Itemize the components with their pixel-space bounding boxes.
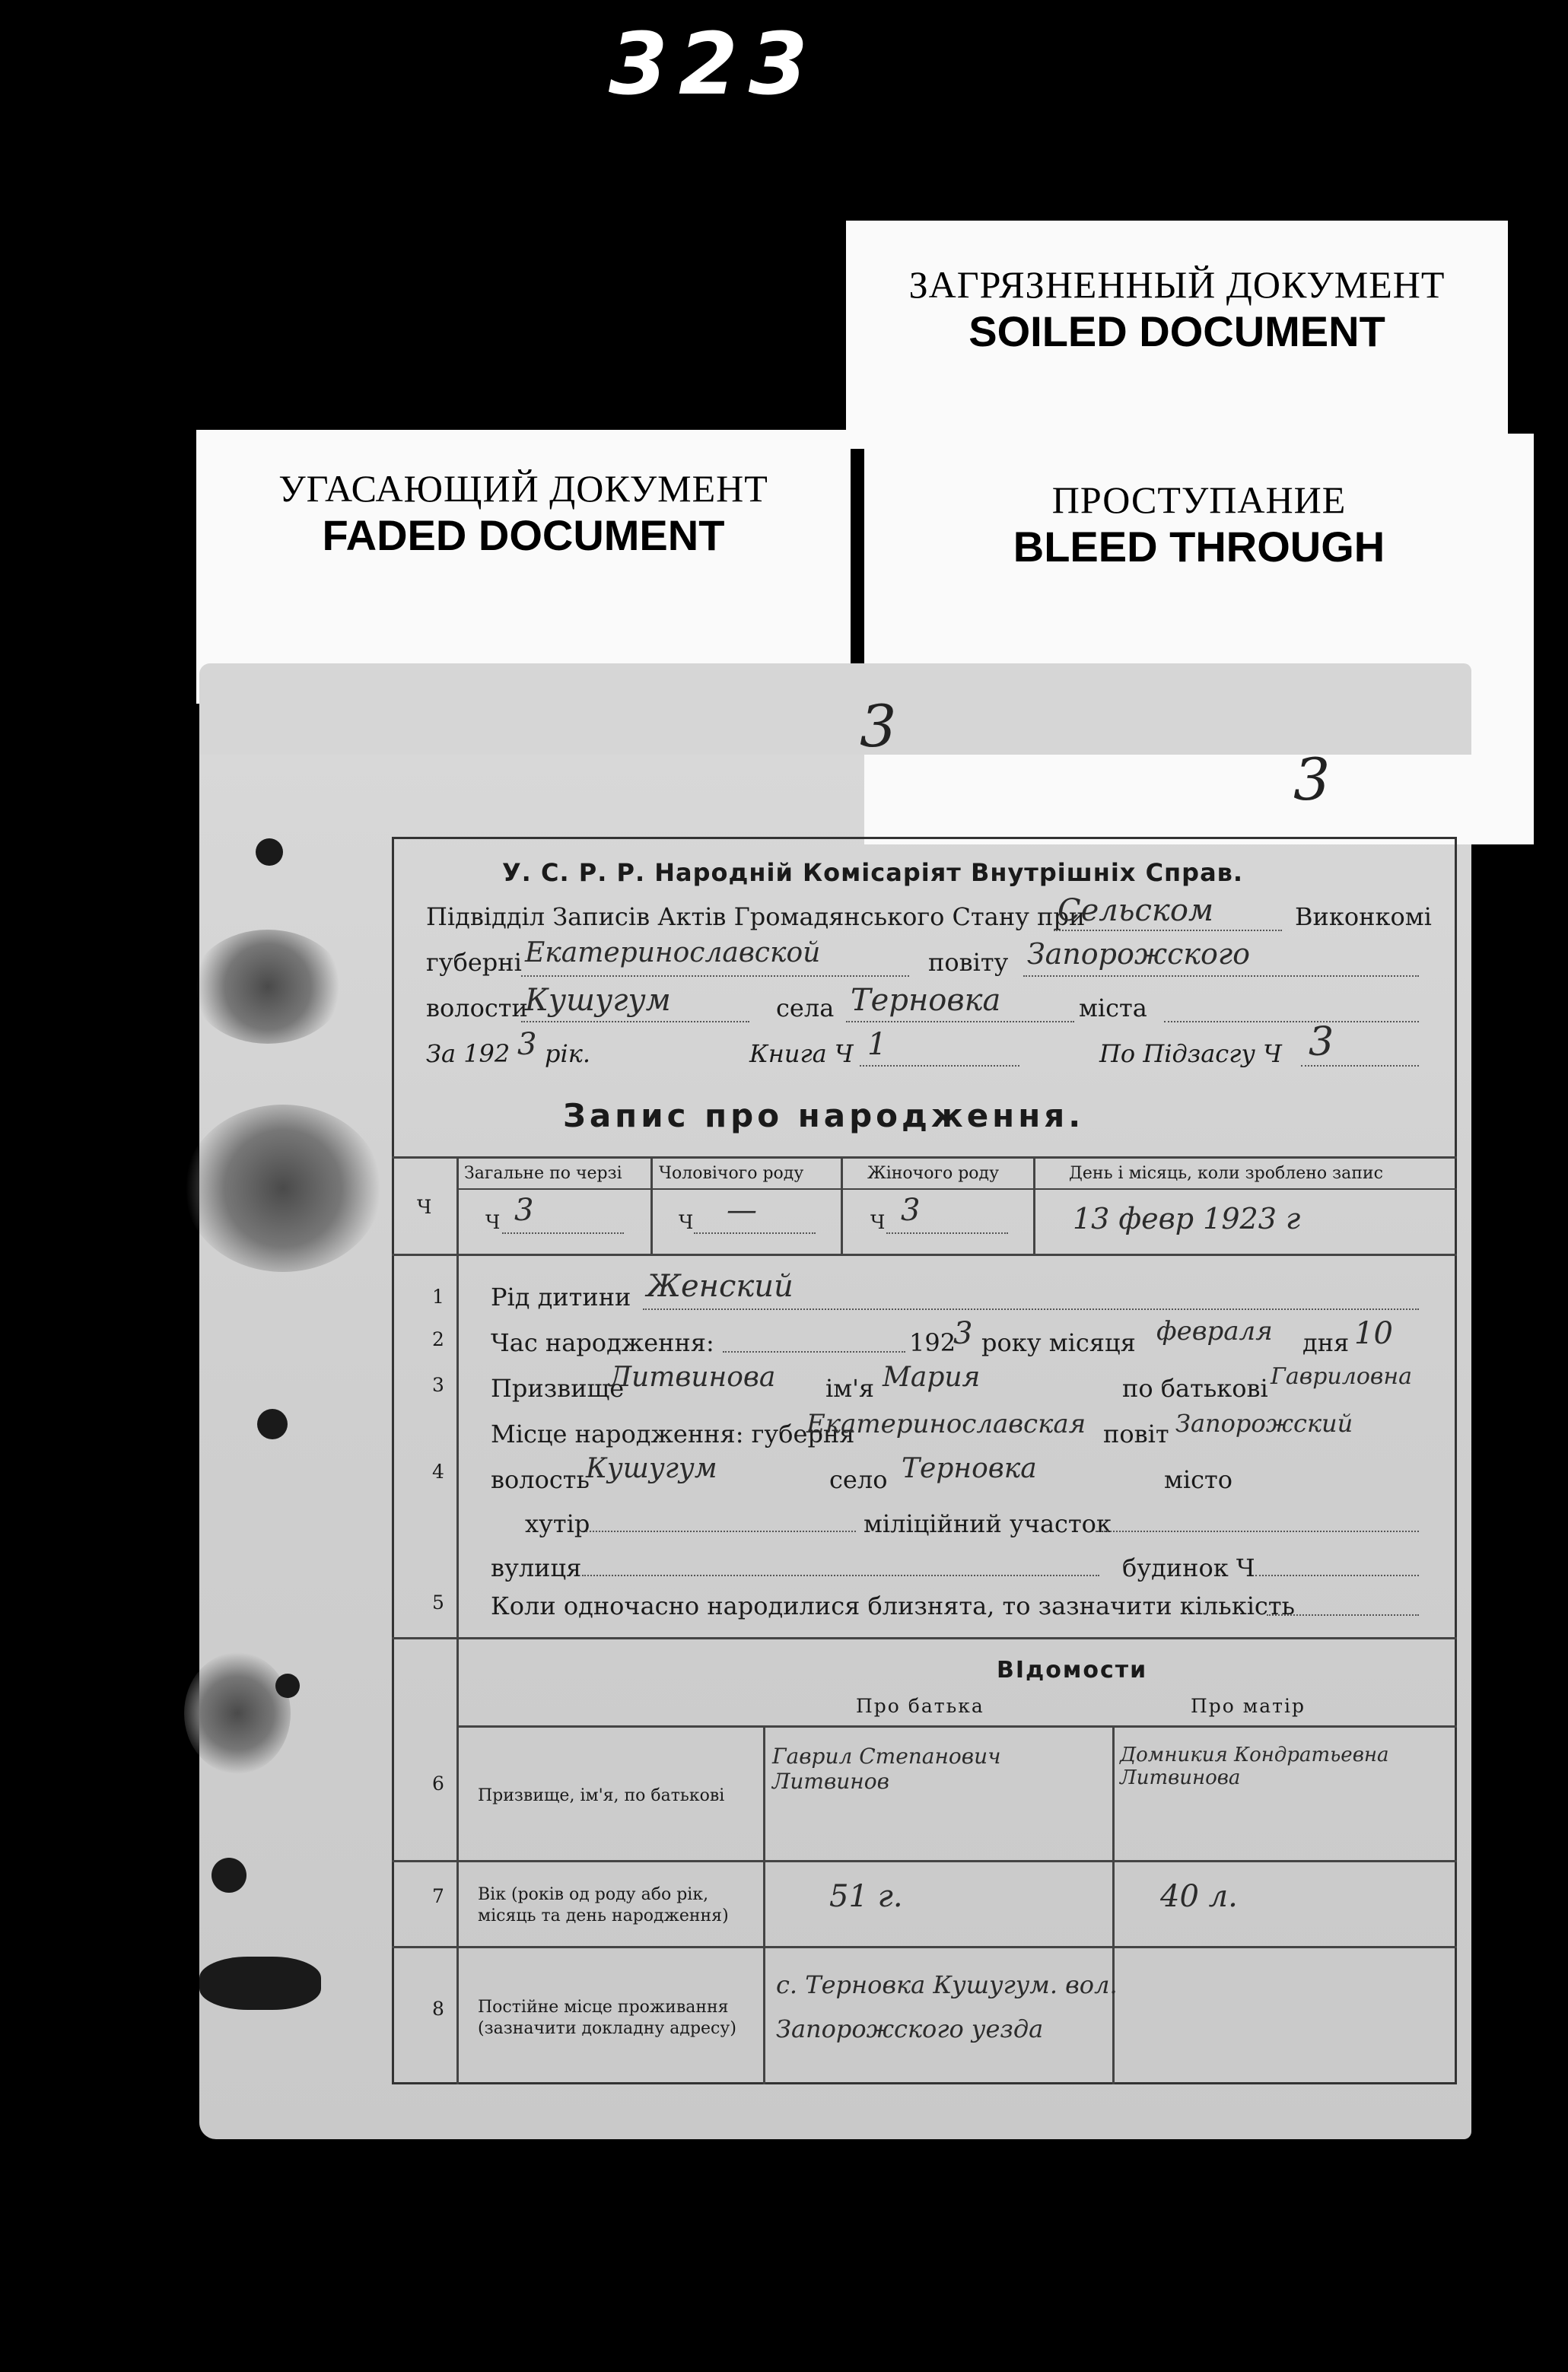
rule (456, 1725, 1457, 1728)
street-label: вулиця (491, 1553, 582, 1582)
header-subreg-hand: 3 (1309, 1019, 1334, 1065)
birth-day-hand: 10 (1354, 1316, 1393, 1351)
dotted-field (586, 1531, 856, 1532)
age-label-b: місяць та день народження) (478, 1906, 729, 1925)
name-label: ім'я (825, 1374, 875, 1403)
dotted-field (694, 1232, 816, 1234)
bleed-card-ru: ПРОСТУПАНИЕ (1051, 479, 1347, 521)
row-number: 7 (432, 1885, 444, 1907)
punch-hole (275, 1674, 300, 1698)
faded-card-en: FADED DOCUMENT (322, 511, 725, 559)
birth-time-label: Час народження: (491, 1328, 714, 1357)
counts-col1-prefix: Ч (485, 1211, 501, 1233)
age-label-a: Вік (років од роду або рік, (478, 1885, 709, 1904)
dotted-field (502, 1232, 624, 1234)
row-number: 6 (432, 1773, 444, 1795)
header-year-hand: 3 (517, 1027, 537, 1062)
rule (456, 1188, 1457, 1190)
header-guberni-hand: Екатеринославской (525, 937, 821, 968)
header-za-label: За 192 (426, 1039, 510, 1068)
info-title: ВІдомости (997, 1657, 1148, 1684)
header-volost-label: волости (426, 994, 528, 1022)
faded-card-ru: УГАСАЮЩИЙ ДОКУМЕНТ (278, 467, 768, 510)
row-number: 1 (432, 1286, 444, 1308)
volost-label: волость (491, 1465, 590, 1494)
header-povit-hand: Запорожского (1027, 937, 1251, 971)
parent-name-label: Призвище, ім'я, по батькові (478, 1786, 725, 1805)
counts-col2-head: Чоловічого роду (659, 1164, 804, 1183)
rule (392, 1946, 1457, 1948)
stain-mark (192, 930, 344, 1044)
counts-col3-prefix: Ч (870, 1211, 886, 1233)
birthplace-guberniya-hand: Екатеринославская (806, 1409, 1086, 1439)
father-age-hand: 51 г. (829, 1879, 903, 1914)
rule (392, 1637, 1457, 1639)
birth-year-hand: 3 (953, 1316, 973, 1351)
birthplace-label: Місце народження: губерня (491, 1420, 855, 1448)
surname-label: Призвище (491, 1374, 625, 1403)
punch-hole (212, 1858, 246, 1893)
counts-col2-value: — (727, 1193, 757, 1228)
dotted-field (521, 975, 909, 977)
counts-col2-prefix: Ч (679, 1211, 694, 1233)
paper-top-strip (199, 663, 1471, 755)
rule (392, 1156, 1457, 1159)
rule (763, 1725, 765, 2084)
dotted-field (723, 1351, 905, 1353)
dotted-field (860, 1065, 1019, 1067)
header-line2-hand: Сельском (1058, 893, 1214, 928)
row-number: 2 (432, 1328, 444, 1350)
counts-col1-head: Загальне по черзі (464, 1164, 622, 1183)
header-line2-suffix: Виконкомі (1295, 902, 1432, 931)
rule (650, 1156, 653, 1255)
child-sex-label: Рід дитини (491, 1283, 631, 1312)
volost-hand: Кушугум (586, 1453, 717, 1484)
dotted-field (643, 1308, 1419, 1310)
header-book-label: Книга Ч (749, 1039, 854, 1068)
name-hand: Мария (883, 1362, 981, 1393)
stain-mark (184, 1652, 291, 1774)
mother-name-hand: Домникия Кондратьевна Литвинова (1120, 1744, 1389, 1789)
dotted-field (1096, 1531, 1419, 1532)
residence-label-a: Постійне місце проживання (478, 1998, 729, 2017)
dotted-field (846, 1021, 1074, 1022)
header-rik-label: рік. (545, 1039, 590, 1068)
patronymic-label: по батькові (1122, 1374, 1268, 1403)
residence-label-b: (зазначити докладну адресу) (478, 2019, 736, 2038)
khutir-label: хутір (525, 1509, 590, 1538)
rule (1033, 1156, 1035, 1255)
birthplace-povit-label: повіт (1103, 1420, 1169, 1448)
header-guberni-label: губерні (426, 948, 522, 977)
record-title: Запис про народження. (563, 1097, 1085, 1134)
dotted-field (582, 1575, 1099, 1576)
patronymic-hand: Гавриловна (1271, 1363, 1413, 1390)
dotted-field (1255, 1575, 1419, 1576)
dotted-field (886, 1232, 1008, 1234)
counts-row-label: Ч (417, 1196, 432, 1218)
row-number: 5 (432, 1591, 444, 1614)
faded-document-card (196, 430, 851, 704)
birth-month-label: року місяця (981, 1328, 1136, 1357)
dotted-field (1054, 930, 1282, 931)
soiled-card-ru: ЗАГРЯЗНЕННЫЙ ДОКУМЕНТ (908, 263, 1446, 306)
rule (392, 1860, 1457, 1862)
pencil-mark-center: 3 (860, 692, 897, 760)
header-volost-hand: Кушугум (525, 983, 671, 1018)
row-number: 8 (432, 1998, 444, 2020)
twins-label: Коли одночасно народилися близнята, то зазначити кількість (491, 1591, 1295, 1620)
row-number: 4 (432, 1461, 444, 1483)
rule (456, 1254, 459, 2084)
pencil-mark-right: 3 (1293, 746, 1331, 813)
birth-day-label: дня (1302, 1328, 1350, 1357)
birth-year-label: 192 (909, 1328, 956, 1357)
counts-col1-value: 3 (514, 1193, 534, 1228)
frame-number: 323 (609, 15, 819, 114)
village-label: село (829, 1465, 888, 1494)
rule (841, 1156, 843, 1255)
counts-col3-head: Жіночого роду (867, 1164, 1000, 1183)
rule (1112, 1725, 1115, 2084)
village-hand: Терновка (902, 1453, 1037, 1484)
house-label: будинок Ч (1122, 1553, 1255, 1582)
header-book-hand: 1 (867, 1027, 887, 1062)
town-label: місто (1164, 1465, 1233, 1494)
mother-age-hand: 40 л. (1160, 1879, 1238, 1914)
residence-line2-hand: Запорожского уезда (776, 2014, 1044, 2043)
rule (392, 1254, 1457, 1256)
dotted-field (1301, 1065, 1419, 1067)
residence-line1-hand: с. Терновка Кушугум. вол. (776, 1970, 1118, 1999)
dotted-field (521, 1021, 749, 1022)
header-sela-label: села (776, 994, 835, 1022)
header-subreg-label: По Підзасгу Ч (1099, 1039, 1282, 1068)
row-number: 3 (432, 1374, 444, 1396)
stain-mark (184, 1105, 382, 1272)
dotted-field (1023, 975, 1419, 977)
header-mista-label: міста (1079, 994, 1147, 1022)
counts-col4-value: 13 февр 1923 г (1073, 1202, 1301, 1235)
birthplace-povit-hand: Запорожский (1175, 1409, 1353, 1438)
punch-hole (256, 838, 283, 866)
header-sela-hand: Терновка (851, 983, 1001, 1018)
counts-col3-value: 3 (901, 1193, 921, 1228)
header-povit-label: повіту (928, 948, 1009, 977)
header-line1: У. С. Р. Р. Народній Комісаріят Внутрішніх Справ. (502, 858, 1244, 887)
dotted-field (1164, 1021, 1419, 1022)
header-line2-prefix: Підвідділ Записів Актів Громадянського Стану при (426, 902, 1086, 931)
militia-label: міліційний участок (864, 1509, 1112, 1538)
bleed-card-en: BLEED THROUGH (1013, 523, 1385, 571)
counts-col4-head: День і місяць, коли зроблено запис (1069, 1164, 1383, 1183)
mother-head: Про матір (1191, 1695, 1306, 1717)
torn-edge (199, 1957, 321, 2010)
bleed-through-card (864, 434, 1534, 844)
rule (456, 1156, 459, 1255)
birth-month-hand: февраля (1156, 1316, 1273, 1347)
child-sex-hand: Женский (647, 1269, 794, 1304)
punch-hole (257, 1409, 288, 1439)
dotted-field (1267, 1614, 1419, 1616)
soiled-card-en: SOILED DOCUMENT (968, 307, 1385, 355)
father-head: Про батька (856, 1695, 984, 1717)
soiled-document-card (846, 221, 1508, 449)
surname-hand: Литвинова (609, 1362, 776, 1393)
father-name-hand: Гаврил Степанович Литвинов (772, 1744, 1001, 1794)
